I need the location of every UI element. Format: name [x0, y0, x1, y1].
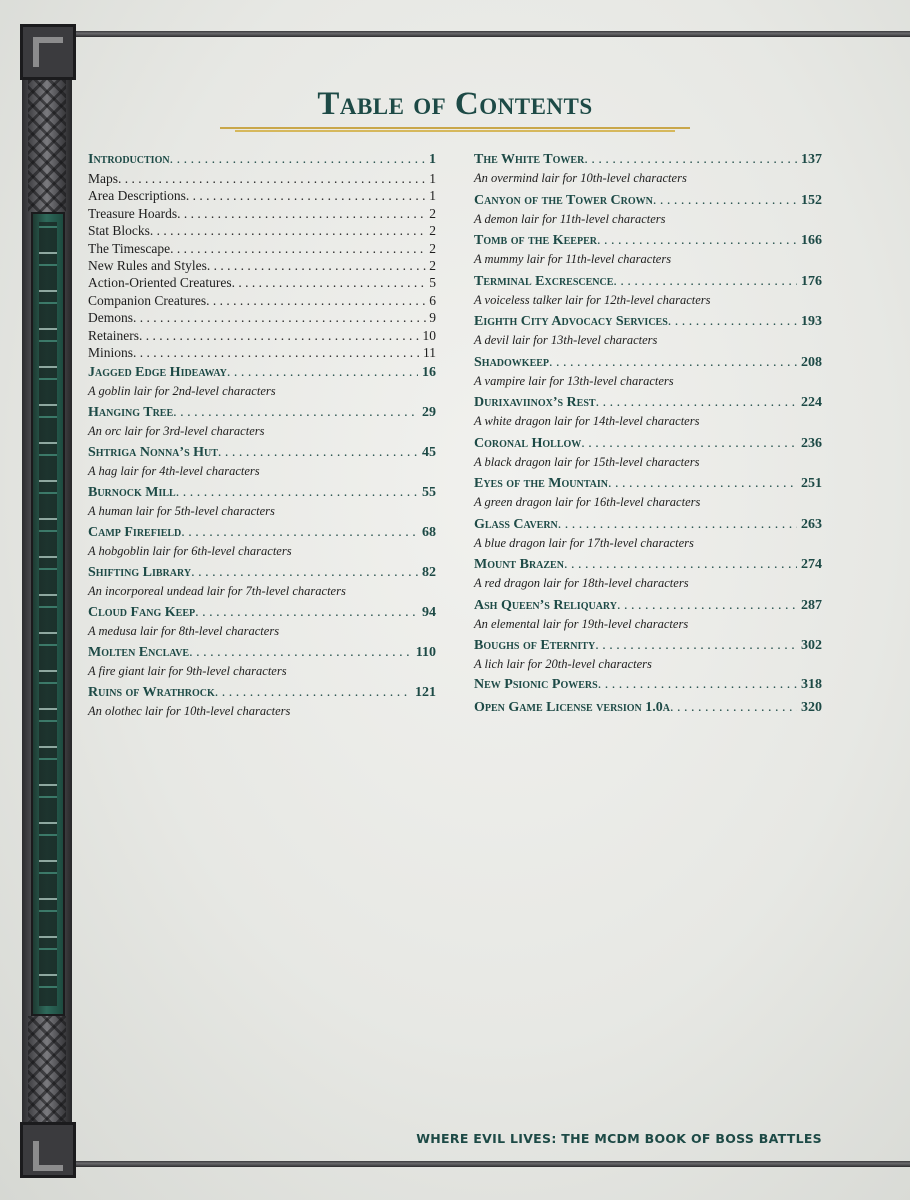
toc-entry-title: Canyon of the Tower Crown — [474, 192, 653, 208]
dot-leader — [186, 187, 427, 204]
toc-subsection-link[interactable] — [88, 257, 436, 274]
dot-leader — [581, 434, 797, 454]
toc-entry-introduction[interactable] — [88, 150, 436, 170]
toc-entry-title: Ash Queen’s Reliquary — [474, 597, 618, 613]
toc-chapter-entry — [88, 443, 436, 480]
dot-leader — [227, 363, 418, 383]
green-ornament-panel — [31, 212, 65, 1016]
toc-entry-title: Shadowkeep — [474, 354, 550, 370]
toc-chapter-link[interactable] — [88, 483, 436, 503]
toc-page-number: 137 — [801, 152, 822, 167]
toc-entry-title: The Timescape — [88, 240, 171, 256]
toc-page-number: 236 — [801, 435, 822, 451]
chapter-description: A mummy lair for 11th-level characters — [474, 252, 672, 266]
left-chapter-list — [88, 363, 436, 720]
toc-page-number: 82 — [422, 565, 436, 581]
toc-page-number: 1 — [429, 152, 436, 167]
introduction-subsections — [88, 170, 436, 361]
chapter-description: A medusa lair for 8th-level characters — [88, 624, 280, 639]
toc-left-column — [88, 150, 436, 720]
toc-chapter-entry — [474, 231, 822, 268]
toc-subsection-link[interactable] — [88, 309, 436, 326]
chapter-description: A demon lair for 11th-level characters — [474, 211, 666, 226]
toc-chapter-entry — [474, 596, 822, 633]
toc-page-number: 10 — [422, 327, 436, 343]
toc-entry-title: New Psionic Powers — [474, 677, 598, 692]
toc-page-number: 55 — [422, 485, 436, 501]
dot-leader — [595, 636, 797, 656]
chapter-description: A lich lair for 20th-level characters — [474, 657, 652, 671]
toc-entry-title: Minions — [88, 344, 134, 360]
toc-entry-title: New Rules and Styles — [88, 257, 207, 273]
toc-chapter-link[interactable] — [474, 555, 822, 575]
toc-chapter-link[interactable] — [474, 675, 822, 697]
toc-chapter-entry — [474, 272, 822, 309]
dot-leader — [549, 353, 797, 373]
toc-page-number: 251 — [801, 476, 822, 491]
toc-chapter-link[interactable] — [474, 150, 822, 170]
toc-chapter-link[interactable] — [474, 698, 822, 720]
knotwork-upper — [28, 66, 66, 212]
toc-chapter-entry — [474, 312, 822, 349]
toc-entry-title: Shifting Library — [88, 565, 192, 581]
dot-leader — [584, 150, 797, 170]
toc-chapter-entry — [474, 515, 822, 552]
dot-leader — [189, 643, 412, 663]
toc-entry-title: Tomb of the Keeper — [474, 233, 597, 248]
dot-leader — [176, 483, 418, 503]
toc-chapter-link[interactable] — [474, 353, 822, 373]
chapter-description: A hobgoblin lair for 6th-level characters — [88, 544, 292, 559]
toc-page-number: 208 — [801, 354, 822, 370]
dot-leader — [596, 393, 797, 413]
chapter-description: A blue dragon lair for 17th-level characters — [474, 535, 694, 550]
toc-page-number: 121 — [415, 685, 436, 701]
toc-chapter-link[interactable] — [88, 683, 436, 703]
dot-leader — [133, 344, 421, 361]
toc-entry-title: Coronal Hollow — [474, 435, 582, 451]
dot-leader — [191, 563, 418, 583]
toc-entry-title: Area Descriptions — [88, 188, 186, 204]
toc-subsection-link[interactable] — [88, 187, 436, 204]
toc-page-number: 1 — [429, 171, 436, 186]
chapter-description: An overmind lair for 10th-level characters — [474, 171, 687, 185]
toc-subsection-link[interactable] — [88, 205, 436, 222]
toc-page-number: 9 — [429, 310, 436, 326]
toc-entry-title: Introduction — [88, 152, 170, 167]
chapter-description: A green dragon lair for 16th-level characters — [474, 495, 701, 509]
toc-chapter-entry — [474, 191, 822, 228]
toc-chapter-entry — [474, 434, 822, 471]
toc-page-number: 6 — [429, 292, 436, 308]
toc-chapter-link[interactable] — [474, 596, 822, 616]
toc-chapter-link[interactable] — [88, 363, 436, 383]
toc-chapter-entry — [474, 150, 822, 187]
toc-entry-title: Jagged Edge Hideaway — [88, 365, 227, 381]
toc-page-number: 224 — [801, 395, 822, 410]
toc-chapter-entry — [88, 483, 436, 520]
toc-chapter-link[interactable] — [474, 191, 822, 211]
dot-leader — [173, 403, 418, 423]
toc-page-number: 263 — [801, 516, 822, 532]
dot-leader — [564, 555, 797, 575]
dot-leader — [653, 191, 797, 211]
toc-page-number: 68 — [422, 525, 436, 541]
toc-entry-title: Open Game License version 1.0a — [474, 700, 670, 715]
toc-page-number: 45 — [422, 445, 436, 461]
toc-subsection-link[interactable] — [88, 344, 436, 361]
toc-page-number: 2 — [429, 257, 436, 273]
chapter-description: A black dragon lair for 15th-level characters — [474, 454, 700, 469]
dot-leader — [558, 515, 797, 535]
toc-page-number: 2 — [429, 240, 436, 256]
toc-page-number: 318 — [801, 677, 822, 692]
toc-chapter-entry — [474, 474, 822, 511]
appendix-list — [474, 675, 822, 720]
toc-subsection-link[interactable] — [88, 327, 436, 344]
knotwork-lower — [28, 1016, 66, 1126]
toc-page-number: 320 — [801, 700, 822, 715]
dot-leader — [170, 240, 427, 257]
toc-chapter-link[interactable] — [474, 231, 822, 251]
toc-entry-title: Glass Cavern — [474, 516, 558, 532]
dot-leader — [215, 683, 411, 703]
toc-entry-title: Terminal Excrescence — [474, 273, 614, 289]
toc-page-number: 110 — [415, 645, 436, 661]
dot-leader — [670, 698, 797, 718]
toc-entry-title: Stat Blocks — [88, 223, 150, 239]
dot-leader — [668, 312, 797, 332]
toc-entry-title: Boughs of Eternity — [474, 638, 596, 653]
toc-entry-title: Retainers — [88, 327, 139, 343]
toc-chapter-link[interactable] — [474, 393, 822, 413]
dot-leader — [232, 274, 428, 291]
dot-leader — [613, 272, 797, 292]
toc-chapter-link[interactable] — [474, 434, 822, 454]
chapter-description: A voiceless talker lair for 12th-level characters — [474, 292, 711, 307]
toc-entry-title: Action-Oriented Creatures — [88, 275, 232, 291]
toc-chapter-link[interactable] — [88, 563, 436, 583]
toc-page-number: 2 — [429, 223, 436, 239]
toc-chapter-link[interactable] — [88, 603, 436, 623]
toc-entry-title: The White Tower — [474, 152, 585, 167]
toc-page-number: 287 — [801, 597, 822, 613]
chapter-description: A white dragon lair for 14th-level characters — [474, 414, 700, 428]
chapter-description: A hag lair for 4th-level characters — [88, 464, 260, 479]
toc-page-number: 94 — [422, 605, 436, 621]
dot-leader — [150, 222, 427, 239]
toc-page-number: 29 — [422, 405, 436, 421]
toc-chapter-link[interactable] — [88, 443, 436, 463]
toc-entry-title: Maps — [88, 171, 118, 186]
toc-chapter-entry — [88, 603, 436, 640]
top-corner-ornament — [20, 24, 76, 80]
dot-leader — [170, 150, 425, 170]
toc-chapter-link[interactable] — [474, 312, 822, 332]
toc-page-number: 152 — [801, 192, 822, 208]
dot-leader — [133, 309, 427, 326]
chapter-description: An incorporeal undead lair for 7th-level characters — [88, 584, 346, 599]
dot-leader — [207, 257, 427, 274]
toc-page-number: 302 — [801, 638, 822, 653]
toc-entry-title: Hanging Tree — [88, 405, 174, 421]
toc-chapter-entry — [474, 636, 822, 673]
toc-page-number: 2 — [429, 205, 436, 221]
toc-subsection-link[interactable] — [88, 274, 436, 291]
toc-chapter-entry — [88, 523, 436, 560]
page-title: Table of Contents — [317, 86, 593, 122]
top-border-rule — [70, 31, 910, 37]
dot-leader — [617, 596, 797, 616]
toc-page-number: 11 — [423, 344, 436, 360]
toc-subsection-link[interactable] — [88, 292, 436, 309]
dot-leader — [139, 327, 421, 344]
dot-leader — [598, 675, 797, 695]
toc-entry-title: Companion Creatures — [88, 292, 207, 308]
dot-leader — [118, 170, 427, 187]
toc-chapter-entry — [474, 353, 822, 390]
toc-page-number: 176 — [801, 273, 822, 289]
chapter-description: A red dragon lair for 18th-level characters — [474, 576, 689, 590]
toc-chapter-entry — [88, 363, 436, 400]
chapter-description: A human lair for 5th-level characters — [88, 504, 275, 519]
chapter-description: A goblin lair for 2nd-level characters — [88, 384, 276, 399]
toc-chapter-link[interactable] — [474, 515, 822, 535]
dot-leader — [218, 443, 418, 463]
toc-right-column — [474, 150, 822, 720]
toc-chapter-link[interactable] — [88, 643, 436, 663]
dot-leader — [206, 292, 427, 309]
toc-entry-title: Burnock Mill — [88, 485, 176, 501]
toc-subsection-link[interactable] — [88, 240, 436, 257]
dot-leader — [608, 474, 797, 494]
celtic-knot-border — [22, 26, 72, 1166]
toc-entry-title: Durixaviinox’s Rest — [474, 395, 596, 410]
dot-leader — [177, 205, 427, 222]
toc-chapter-link[interactable] — [88, 403, 436, 423]
toc-page-number: 166 — [801, 233, 822, 248]
chapter-description: An elemental lair for 19th-level characters — [474, 616, 689, 631]
dot-leader — [195, 603, 418, 623]
bottom-border-rule — [70, 1161, 910, 1167]
toc-chapter-link[interactable] — [474, 272, 822, 292]
bottom-corner-ornament — [20, 1122, 76, 1178]
toc-entry-title: Mount Brazen — [474, 557, 564, 572]
right-chapter-list — [474, 150, 822, 673]
toc-entry-title: Cloud Fang Keep — [88, 605, 196, 621]
toc-page-number: 193 — [801, 314, 822, 329]
toc-subsection-link[interactable] — [88, 222, 436, 239]
toc-chapter-entry — [88, 643, 436, 680]
toc-chapter-entry — [474, 555, 822, 592]
toc-entry-title: Treasure Hoards — [88, 205, 178, 221]
toc-entry-title: Molten Enclave — [88, 645, 190, 661]
toc-page-number: 1 — [429, 188, 436, 204]
chapter-description: An orc lair for 3rd-level characters — [88, 424, 265, 439]
toc-entry-title: Camp Firefield — [88, 525, 182, 541]
toc-entry-title: Ruins of Wrathrock — [88, 685, 215, 701]
toc-page-number: 5 — [429, 275, 436, 291]
toc-subsection-link[interactable] — [88, 170, 436, 187]
dot-leader — [181, 523, 418, 543]
dot-leader — [597, 231, 797, 251]
chapter-description: A devil lair for 13th-level characters — [474, 333, 658, 347]
chapter-description: A vampire lair for 13th-level characters — [474, 373, 674, 388]
running-footer: WHERE EVIL LIVES: THE MCDM BOOK OF BOSS BATTLES — [416, 1131, 822, 1146]
chapter-description: An olothec lair for 10th-level characters — [88, 704, 291, 719]
toc-chapter-link[interactable] — [474, 636, 822, 656]
toc-chapter-entry — [88, 563, 436, 600]
toc-chapter-entry — [88, 403, 436, 440]
toc-page-number: 16 — [422, 365, 436, 381]
toc-chapter-entry — [88, 683, 436, 720]
toc-page-number: 274 — [801, 557, 822, 572]
toc-chapter-link[interactable] — [88, 523, 436, 543]
toc-entry-title: Demons — [88, 310, 133, 326]
chapter-description: A fire giant lair for 9th-level characters — [88, 664, 287, 679]
toc-chapter-link[interactable] — [474, 474, 822, 494]
toc-chapter-entry — [474, 393, 822, 430]
toc-entry-title: Eyes of the Mountain — [474, 476, 608, 491]
toc-entry-title: Eighth City Advocacy Services — [474, 314, 668, 329]
toc-entry-title: Shtriga Nonna’s Hut — [88, 445, 218, 461]
title-underline — [220, 127, 690, 133]
